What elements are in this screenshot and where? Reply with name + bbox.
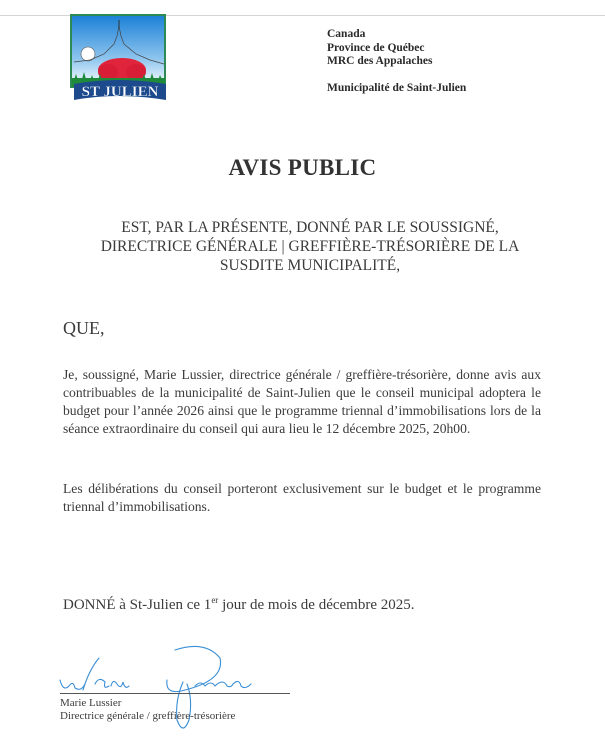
signatory-block (60, 697, 235, 723)
given-suffix: jour de mois de décembre 2025. (218, 597, 415, 613)
notice-paragraph: Je, soussigné, Marie Lussier, directrice générale / greffière-trésorière, donne avis aux contribuables de la municipalité de Saint-Julien que le conseil municipal adoptera le budget pour l’année 2026 ainsi que le programme triennal d’immobilisations lors de la séance extraordinaire du conseil qui aura lieu le 12 décembre 2025, 20h00. (63, 367, 541, 436)
page-title: AVIS PUBLIC (228, 155, 377, 180)
ordinal-superscript: er (211, 595, 219, 605)
signatory-name: Marie Lussier (60, 697, 122, 709)
signatory-role: Directrice générale / greffière-trésorière (60, 710, 236, 722)
signature-line (60, 693, 290, 694)
svg-text:ST JULIEN: ST JULIEN (81, 84, 159, 100)
mrc-line: MRC des Appalaches (327, 55, 433, 67)
municipality-crest-icon (70, 14, 168, 102)
letterhead (327, 28, 466, 95)
province-line: Province de Québec (327, 41, 425, 54)
que-heading: QUE, (63, 318, 105, 338)
given-date-line (63, 595, 415, 614)
given-prefix: DONNÉ à St-Julien ce 1 (63, 597, 212, 613)
country-line: Canada (327, 28, 366, 40)
municipality-logo (70, 14, 168, 102)
municipality-line: Municipalité de Saint-Julien (327, 81, 467, 94)
preamble: EST, PAR LA PRÉSENTE, DONNÉ PAR LE SOUSSIGNÉ, DIRECTRICE GÉNÉRALE | GREFFIÈRE-TRÉSORIÈRE DE LA SUSDITE MUNICIPALITÉ, (100, 219, 520, 274)
deliberation-paragraph: Les délibérations du conseil porteront exclusivement sur le budget et le programme triennal d’immobilisations. (63, 481, 541, 514)
